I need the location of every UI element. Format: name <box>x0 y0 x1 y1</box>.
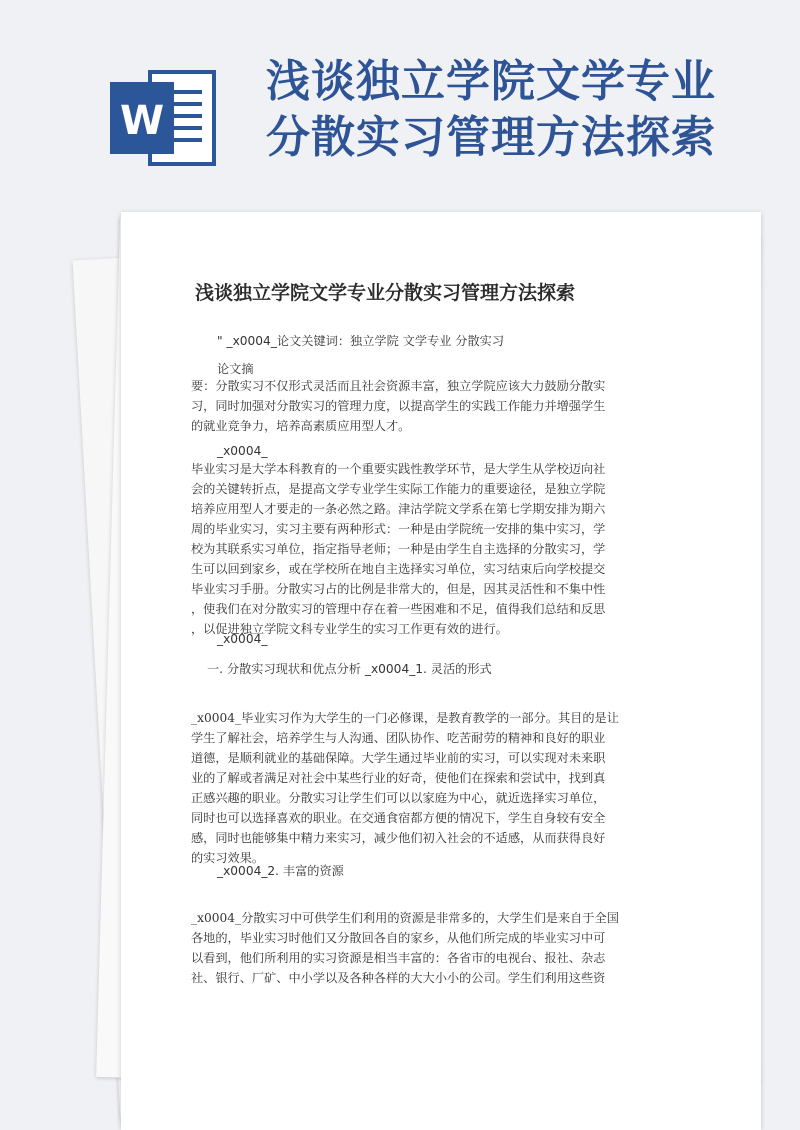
intro-line: 校为其联系实习单位，指定指导老师；一种是由学生自主选择的分散实习，学 <box>191 542 606 556</box>
abstract-line: 要：分散实习不仅形式灵活而且社会资源丰富，独立学院应该大力鼓励分散实 <box>191 379 606 393</box>
banner-title-line-1: 浅谈独立学院文学专业 <box>266 56 716 107</box>
abstract-paragraph <box>191 376 671 436</box>
paragraph-line: 以看到，他们所利用的实习资源是相当丰富的：各省市的电视台、报社、杂志 <box>191 951 606 965</box>
intro-line: 培养应用型人才要走的一条必然之路。津沽学院文学系在第七学期安排为期六 <box>191 502 606 516</box>
rich-resources-paragraph <box>191 908 671 988</box>
paragraph-line: _x0004_分散实习中可供学生们利用的资源是非常多的，大学生们是来自于全国 <box>191 911 619 925</box>
document-page <box>121 212 761 1130</box>
paragraph-line: 的实习效果。 <box>191 851 265 865</box>
banner-title-line-2: 分散实习管理方法探索 <box>266 112 716 163</box>
intro-line: ，以促进独立学院文科专业学生的实习工作更有效的进行。 <box>191 622 508 636</box>
paragraph-line: 各地的，毕业实习时他们又分散回各自的家乡，从他们所完成的毕业实习中可 <box>191 931 606 945</box>
document-title: 浅谈独立学院文学专业分散实习管理方法探索 <box>195 282 576 304</box>
word-document-icon <box>108 66 220 170</box>
paragraph-line: 正感兴趣的职业。分散实习让学生们可以以家庭为中心，就近选择实习单位， <box>191 791 606 805</box>
intro-line: 生可以回到家乡，或在学校所在地自主选择实习单位，实习结束后向学校提交 <box>191 562 606 576</box>
abstract-label: 论文摘 <box>217 362 254 376</box>
section-marker: _x0004_ <box>217 632 268 646</box>
subheading: _x0004_2. 丰富的资源 <box>217 864 344 878</box>
intro-line: 毕业实习是大学本科教育的一个重要实践性教学环节，是大学生从学校迈向社 <box>191 462 606 476</box>
intro-paragraph <box>191 459 671 639</box>
paragraph-line: 社、银行、厂矿、中小学以及各种各样的大大小小的公司。学生们利用这些资 <box>191 971 606 985</box>
intro-line: 会的关键转折点，是提高文学专业学生实际工作能力的重要途径，是独立学院 <box>191 482 606 496</box>
word-icon-letter: W <box>119 98 165 144</box>
section-heading: 一. 分散实习现状和优点分析 _x0004_1. 灵活的形式 <box>207 662 492 676</box>
paragraph-line: 道德，是顺利就业的基础保障。大学生通过毕业前的实习，可以实现对未来职 <box>191 751 606 765</box>
intro-line: ，使我们在对分散实习的管理中存在着一些困难和不足，值得我们总结和反思 <box>191 602 606 616</box>
section-marker: _x0004_ <box>217 444 268 458</box>
paragraph-line: 业的了解或者满足对社会中某些行业的好奇，使他们在探索和尝试中，找到真 <box>191 771 606 785</box>
intro-line: 毕业实习手册。分散实习占的比例是非常大的，但是，因其灵活性和不集中性 <box>191 582 606 596</box>
paragraph-line: 同时也可以选择喜欢的职业。在交通食宿都方便的情况下，学生自身较有安全 <box>191 811 606 825</box>
paragraph-line: 感，同时也能够集中精力来实习，减少他们初入社会的不适感，从而获得良好 <box>191 831 606 845</box>
banner-title <box>266 54 786 166</box>
flexible-form-paragraph <box>191 708 671 868</box>
abstract-line: 习，同时加强对分散实习的管理力度，以提高学生的实践工作能力并增强学生 <box>191 399 606 413</box>
keywords-line: " _x0004_论文关键词：独立学院 文学专业 分散实习 <box>217 334 505 348</box>
abstract-line: 的就业竞争力，培养高素质应用型人才。 <box>191 419 411 433</box>
paragraph-line: _x0004_毕业实习作为大学生的一门必修课，是教育教学的一部分。其目的是让 <box>191 711 619 725</box>
intro-line: 周的毕业实习，实习主要有两种形式：一种是由学院统一安排的集中实习，学 <box>191 522 606 536</box>
paragraph-line: 学生了解社会，培养学生与人沟通、团队协作、吃苦耐劳的精神和良好的职业 <box>191 731 606 745</box>
